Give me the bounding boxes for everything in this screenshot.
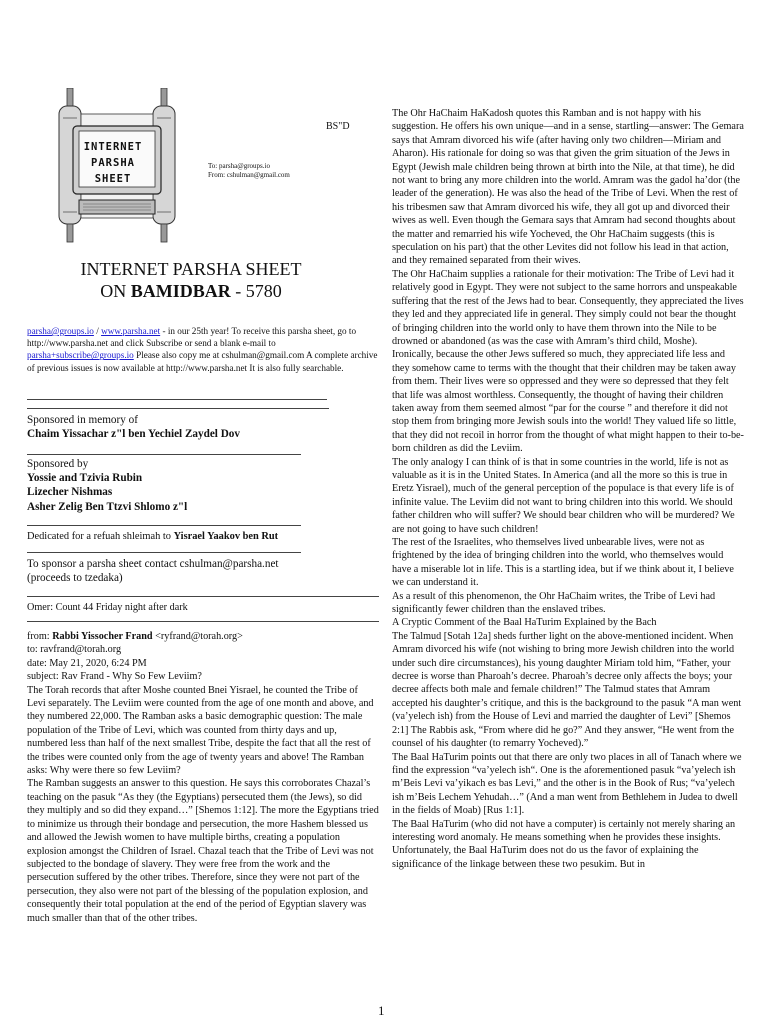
info-text: - in our 25th year! To receive this parsha sheet, go to http://www.parsha.net and click Subscribe or send a blank e-mail to — [27, 326, 357, 349]
email-from-name: Rabbi Yissocher Frand — [52, 631, 153, 642]
paragraph: The only analogy I can think of is that in some countries in the world, life is not as valuable as it is in the United States. In America (and all the more so this is true in Eretz Yisrael), much of the general perception of the populace is that every life is of infinite value. The Leviim did not want to bring children into this world. We should father children who will suffer? We should bear children who will be murdered? We are not going to have such children! — [392, 456, 735, 535]
refuah-prefix: Dedicated for a refuah shleimah to — [27, 531, 174, 542]
left-column — [27, 630, 379, 925]
logo-text — [78, 139, 148, 187]
title-line-1: INTERNET PARSHA SHEET — [80, 259, 302, 279]
paragraph: The Baal HaTurim points out that there are only two places in all of Tanach where we find the expression “va’yelech ish“. One is the aforementioned pasuk “va’yelech ish m’Beis Levi va’yikach es bas Levi,” and the other is in the Book of Rus; “va’yelech ish m’Beis Lechem Yehudah…” (And a man went from Bethlehem in Judea to dwell in the fields of Moab) [Rus 1:1]. — [392, 751, 742, 817]
divider — [27, 525, 301, 526]
page-number: 1 — [378, 1003, 385, 1018]
logo-line: INTERNET — [83, 141, 143, 153]
sponsor-contact-line: (proceeds to tzedaka) — [27, 572, 123, 585]
paragraph: The Torah records that after Moshe counted Bnei Yisrael, he counted the Tribe of Levi separately. The Leviim were counted from the age of one month and above, and they numbered 22,000. The Ramban asks a basic demographic question: The male population of the Tribe of Levi, which was counted from thirty days and up, numbered less than half of the next smallest Tribe, despite the fact that all the rest of the tribes were counted only from the age of twenty years and above! The Ramban asks: Why were there so few Leviim? — [27, 684, 374, 777]
sponsor-contact-line: To sponsor a parsha sheet contact cshulman@parsha.net — [27, 558, 279, 570]
email-subject: subject: Rav Frand - Why So Few Leviim? — [27, 671, 202, 683]
email-to: to: ravfrand@torah.org — [27, 644, 122, 656]
divider — [27, 552, 301, 553]
subscribe-link[interactable]: parsha+subscribe@groups.io — [27, 350, 134, 361]
paragraph: The Baal HaTurim (who did not have a computer) is certainly not merely sharing an interesting word anomaly. He means something when he provides these insights. Unfortunately, the Baal HaTurim does not do us the favor of explaining the significance of the linkage between these two pesukim. But in — [392, 818, 736, 870]
sponsor-line: Asher Zelig Ben Ttzvi Shlomo z"l — [27, 500, 188, 513]
sponsor-memory — [27, 413, 377, 441]
paragraph: The Talmud [Sotah 12a] sheds further light on the above-mentioned incident. When Amram divorced his wife (not wishing to bring more Jewish children into the world under such dire circumstances), his young daughter Miriam told him, “Father, your decree is worse than Pharoah’s decree. Pharoah’s decree only affects the boys; your decree affects both male and female children!” The Talmud states that Amram accepted his daughter’s critique, and this is the background to the pasuk “A man went (va’yelech ish) from the House of Levi and married the daughter of Levi” [Shemos 2:1] The Rabbis ask, “From where did he go?” And they answer, “He went from the counsel of his daughter (to remarry Yocheved).” — [392, 630, 742, 750]
sponsor-contact — [27, 557, 377, 585]
email-from — [27, 630, 379, 643]
section-heading: A Cryptic Comment of the Baal HaTurim Explained by the Bach — [392, 617, 657, 629]
parsha-net-link[interactable]: www.parsha.net — [101, 326, 161, 336]
parsha-name: BAMIDBAR — [130, 281, 231, 301]
info-text-2: Please also copy me at cshulman@gmail.com A complete archive of previous issues is now available at http://www.parsha.net It is also fully searchable. — [27, 350, 378, 373]
bsd-mark: BS"D — [326, 121, 350, 132]
logo-line: PARSHA — [91, 157, 135, 169]
parsha-groups-link[interactable]: parsha@groups.io — [27, 326, 94, 336]
omer-count: Omer: Count 44 Friday night after dark — [27, 602, 188, 613]
title-line-2 — [30, 280, 352, 302]
paragraph: The Ramban suggests an answer to this question. He says this corroborates Chazal’s teaching on the pasuk “As they (the Egyptians) persecuted them (the Jews), so did they multiply and so did they expand…” [Shemos 1:12]. The more the Egyptians tried to minimize us through their bondage and persecution, the more Hashem blessed us and allowed the Jewish women to have multiple births, creating a population explosion amongst the Children of Israel. Chazal teach that the Tribe of Levi was not subjected to the bondage of slavery. They were free from the work and the persecution suffered by the other tribes. Therefore, since they were not part of the persecution, they also were not part of the blessing of the population explosion, and consequently their total population at the end of the period of Egyptian slavery was much smaller than that of the other tribes. — [27, 778, 379, 924]
divider — [27, 399, 327, 400]
divider — [27, 454, 301, 455]
title-prefix: ON — [100, 281, 131, 301]
page-title — [30, 258, 352, 302]
sponsor-line: Yossie and Tzivia Rubin — [27, 472, 143, 485]
paragraph: The Ohr HaChaim HaKadosh quotes this Ramban and is not happy with his suggestion. He offers his own unique—and in a sense, startling—answer: The Gemara says that Amram divorced his wife (after having only two children—Miriam and Aharon). His rationale for doing so was that given the grim situation of the Jews in Egypt (Jewish male children being thrown at birth into the Nile, at that time), he did not want to bring any more children into the world. Amram was the gadol ha’dor (the leader of the generation). He was also the head of the Tribe of Levi. When the rest of his tribesmen saw that Amram divorced his wife, they all got up and divorced their wives as well. Even though the Gemara says that Amram had second thoughts about the matter and remarried his wife Yocheved, the Ohr HaChaim suggests (this is speculation on his part) that the other Levites did not follow his lead in that action, and they remained separated from their wives. — [392, 108, 744, 267]
separator: / — [93, 326, 102, 336]
paragraph: Ironically, because the other Jews suffered so much, they appreciated life less and they somehow came to terms with the thought that their children may be taken away from them. Their lives were so oppressed and they were so depressed that they felt that life was almost worthless. Consequently, the thought of having their children taken away from them seemed almost “par for the course ” and therefore it did not stop them from bringing more Jewish souls into the world! They valued life so little, that they did not recoil in horror from the thought of what might happen to their to-be-born children as did the Leviim. — [392, 349, 744, 455]
from-line: From: cshulman@gmail.com — [208, 171, 290, 179]
refuah-name: Yisrael Yaakov ben Rut — [173, 531, 279, 542]
year: - 5780 — [230, 281, 282, 301]
sponsor-label: Sponsored by — [27, 458, 89, 470]
sponsor-by — [27, 457, 377, 514]
divider — [27, 596, 379, 597]
refuah-dedication — [27, 530, 377, 544]
divider — [27, 408, 329, 409]
email-from-address: <ryfrand@torah.org> — [152, 631, 243, 642]
to-line: To: parsha@groups.io — [208, 162, 270, 170]
to-from-block — [208, 162, 290, 180]
divider — [27, 621, 379, 622]
paragraph: As a result of this phenomenon, the Ohr HaChaim writes, the Tribe of Levi had significantly fewer children than the enslaved tribes. — [392, 590, 716, 616]
logo-line: SHEET — [94, 173, 132, 185]
paragraph: The rest of the Israelites, who themselves lived unbearable lives, were not as frightened by the idea of bringing children into the world, who themselves would have a miserable lot in life. This is a startling idea, but if we think about it, I believe we can understand it. — [392, 537, 734, 589]
sponsor-line: Lizecher Nishmas — [27, 486, 113, 499]
sponsor-label: Sponsored in memory of — [27, 414, 138, 426]
email-from-label: from: — [27, 631, 53, 642]
subscription-info — [27, 325, 379, 374]
email-date: date: May 21, 2020, 6:24 PM — [27, 657, 147, 669]
sponsor-name: Chaim Yissachar z"l ben Yechiel Zaydel Dov — [27, 428, 240, 441]
paragraph: The Ohr HaChaim supplies a rationale for their motivation: The Tribe of Levi had it relatively good in Egypt. They were not subject to the same horrors and unspeakable suffering that the rest of the Jews had to bear. Consequently, they appreciated the lives they led and they appreciated life in general. They simply could not bear the thought of bringing children into the world only to have them thrown into the Nile to be drowned or abandoned (as was the case with Amram’s third child, Moshe). — [392, 268, 744, 347]
right-column — [392, 107, 744, 871]
